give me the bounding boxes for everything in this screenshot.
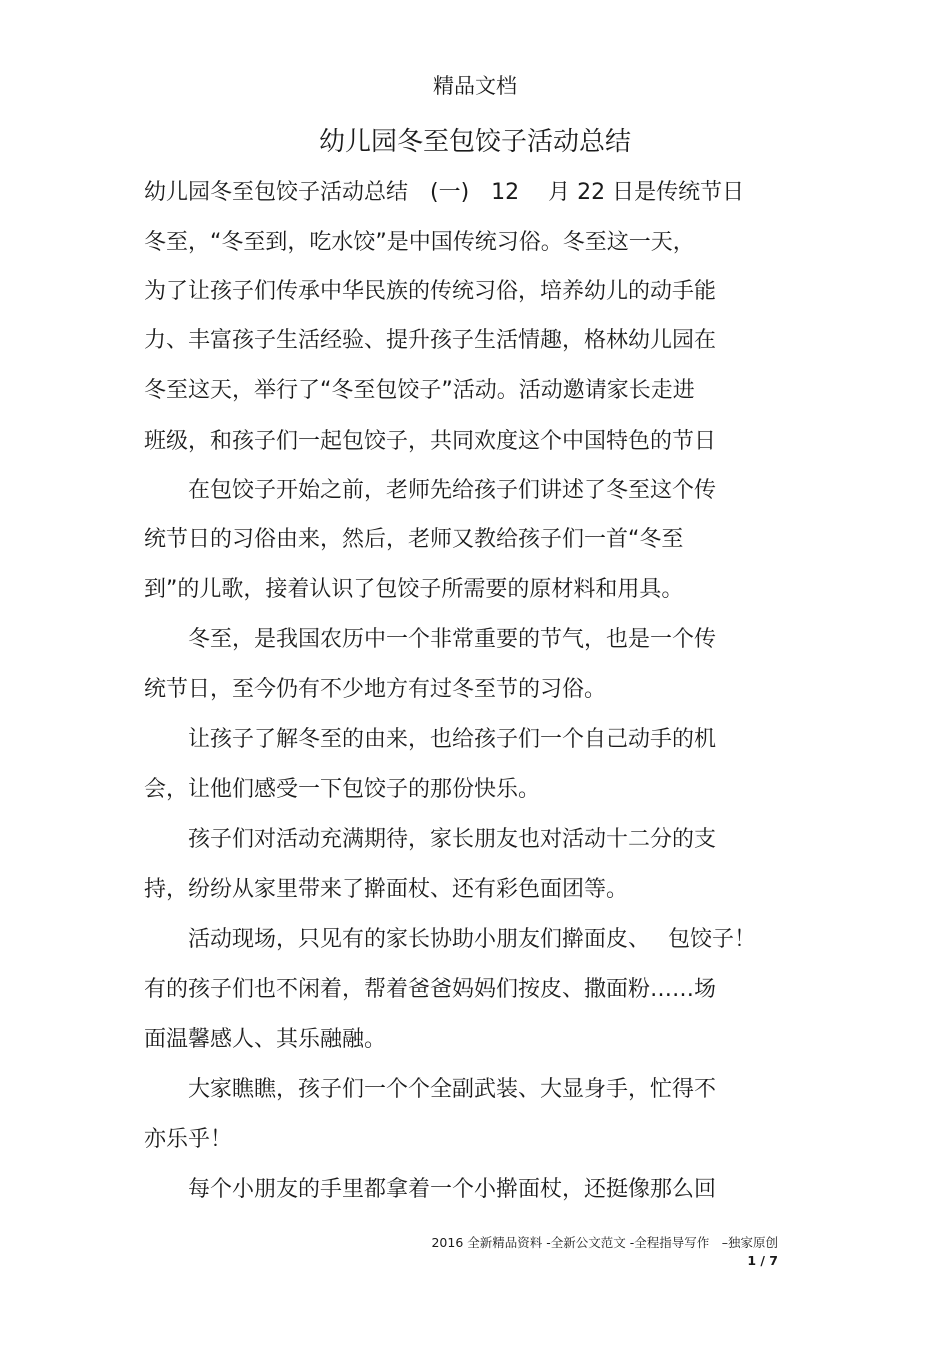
body-line-18: 面温馨感人、其乐融融。 [144,1027,387,1052]
body-line-8: 统节日的习俗由来，然后，老师又教给孩子们一首“冬至 [144,527,684,552]
body-line-5: 冬至这天，举行了“冬至包饺子”活动。活动邀请家长走进 [144,378,695,403]
body-line-7: 在包饺子开始之前，老师先给孩子们讲述了冬至这个传 [144,478,717,503]
body-line-2: 冬至，“冬至到，吃水饺”是中国传统习俗。冬至这一天， [144,230,695,255]
body-line-12: 让孩子了解冬至的由来，也给孩子们一个自己动手的机 [144,727,717,752]
body-line-6: 班级，和孩子们一起包饺子，共同欢度这个中国特色的节日 [144,429,717,454]
body-line-1: 幼儿园冬至包饺子活动总结 (一) 12 月 22 日是传统节日 [144,180,745,205]
body-line-20: 亦乐乎！ [144,1127,233,1152]
body-line-15: 持，纷纷从家里带来了擀面杖、还有彩色面团等。 [144,877,629,902]
body-line-3: 为了让孩子们传承中华民族的传统习俗，培养幼儿的动手能 [144,279,717,304]
body-line-16: 活动现场，只见有的家长协助小朋友们擀面皮、 包饺子！ [144,927,756,952]
body-line-13: 会，让他们感受一下包饺子的那份快乐。 [144,777,541,802]
document-title: 幼儿园冬至包饺子活动总结 [318,127,631,157]
body-line-11: 统节日，至今仍有不少地方有过冬至节的习俗。 [144,677,607,702]
body-line-17: 有的孩子们也不闲着，帮着爸爸妈妈们按皮、撒面粉……场 [144,977,717,1002]
page-footer: 2016 全新精品资料 -全新公文范文 -全程指导写作 –独家原创 [431,1235,778,1250]
page-number: 1 / 7 [747,1253,778,1268]
body-line-19: 大家瞧瞧，孩子们一个个全副武装、大显身手，忙得不 [144,1077,717,1102]
body-line-21: 每个小朋友的手里都拿着一个小擀面杖，还挺像那么回 [144,1177,717,1202]
body-line-9: 到”的儿歌，接着认识了包饺子所需要的原材料和用具。 [144,577,684,602]
page-header: 精品文档 [433,74,517,98]
body-line-10: 冬至，是我国农历中一个非常重要的节气，也是一个传 [144,627,717,652]
body-line-14: 孩子们对活动充满期待，家长朋友也对活动十二分的支 [144,827,717,852]
body-line-4: 力、丰富孩子生活经验、提升孩子生活情趣，格林幼儿园在 [144,328,717,353]
